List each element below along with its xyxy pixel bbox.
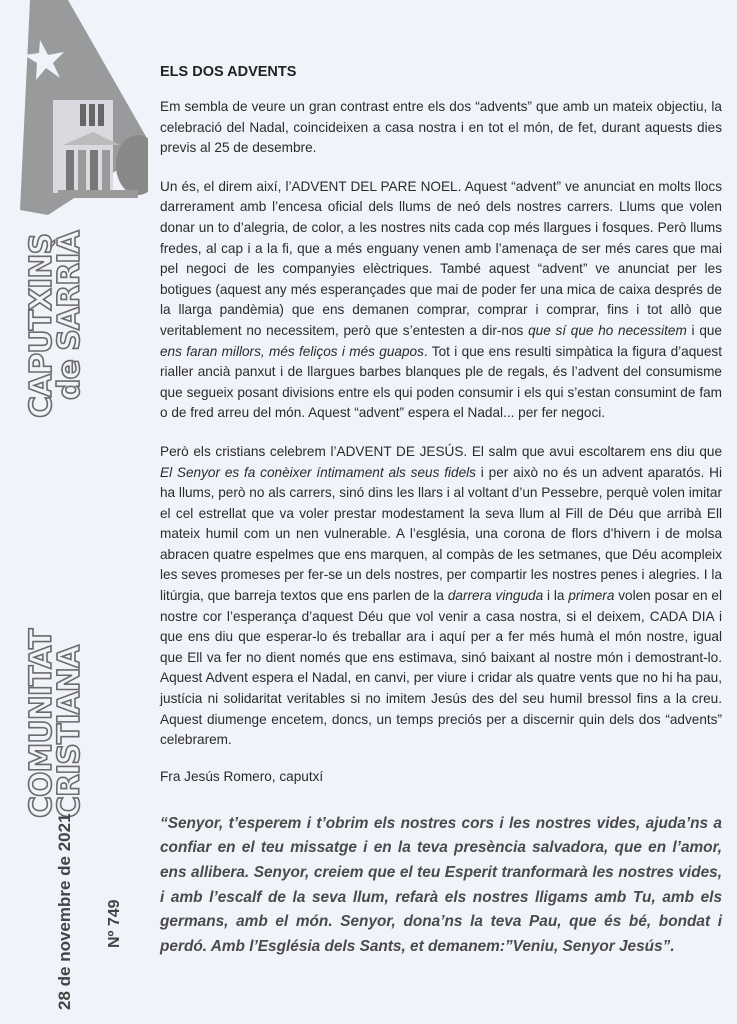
article	[160, 64, 722, 959]
church-star-logo	[8, 0, 148, 230]
author-signature: Fra Jesús Romero, caputxí	[160, 768, 324, 784]
p2-text-2: i que	[686, 322, 722, 338]
p3-text-2: i per això no és un advent aparatós. Hi ha llums, però no als carrers, sinó dins les llars i al voltant d’un Pessebre, perquè volen imitar el cel estrellat que va voler prestar modestament la seva llum al Fill de Déu que arribà Ell mateix humil com un nen vulnerable. A l’església, una corona de flors d’hivern i de molsa abracen quatre espelmes que ens marquen, al compàs de les setmanes, que Déu acompleix les seves promeses per fer-se un dels nostres, per compartir les nostres penes i alegries. I la litúrgia, que barreja textos que ens parlen de la	[160, 464, 722, 604]
p3-text-3: i la	[543, 588, 569, 604]
p3-text: Però els cristians celebrem l’ADVENT DE JESÚS. El salm que avui escoltarem ens diu que	[160, 443, 722, 459]
issue-number: Nº 749	[106, 899, 123, 948]
brand-caputxins-de-sarria	[24, 231, 87, 418]
prayer: “Senyor, t’esperem i t’obrim els nostres cors i les nostres vides, ajuda’ns a confiar en el teu missatge i en la teva presència salvadora, que en l’amor, ens allibera. Senyor, creiem que el teu Esperit tranformarà les nostres vides, i amb l’escalf de la seva llum, refarà els nostres lligams amb Tu, amb els germans, amb el món. Senyor, dona’ns la teva Pau, que és bé, bondat i perdó. Amb l’Església dels Sants, et demanem:”Veniu, Senyor Jesús”.	[160, 814, 722, 955]
community-line-2: CRISTIANA	[52, 645, 87, 818]
brand-line-1: CAPUTXINS	[24, 233, 59, 418]
community-line-1: COMUNITAT	[24, 629, 59, 818]
issue-date: 28 de novembre de 2021	[55, 813, 74, 1010]
p3-italic-3: primera	[568, 588, 615, 604]
p3-text-4: volen posar en el nostre cor l’esperança d’aquest Déu que vol venir a casa nostra, si el deixem, CADA DIA i que ens diu que esperar-lo és treballar ara i aquí per a fer més humà el món nostre, igual que Ell va fer no dient només que ens estimava, sinó baixant al nostre món i demostrant-lo. Aquest Advent espera el Nadal, en canvi, per viure i cridar als quatre vents que no hi ha pau, justícia ni solidaritat veritables si no imitem Jesús des del seu humil bressol fins a la creu. Aquest diumenge encetem, doncs, un temps preciós per a discernir quin dels dos “advents” celebrarem.	[160, 588, 723, 748]
paragraph-2	[160, 177, 722, 424]
paragraph-3	[160, 442, 722, 751]
paragraph-1: Em sembla de veure un gran contrast entre els dos “advents” que amb un mateix objectiu, la celebració del Nadal, coincideixen a casa nostra i en tot el món, de fet, durant aquests dies previs al 25 de desembre.	[160, 99, 722, 156]
p2-text-3: . Tot i que ens resulti simpàtica la figura d’aquest rialler ancià panxut i de llargues barbes blanques ple de regals, és l’advent del consumisme que segueix posant divisions entre els qui poden consumir i els qui s’estan consumint de fam o de fred arreu del món. Aquest “advent” espera el Nadal... per fer negoci.	[160, 343, 722, 421]
brand-comunitat-cristiana	[24, 629, 87, 819]
p2-italic-1: que sí que ho necessitem	[528, 322, 687, 338]
p2-text: Un és, el direm així, l’ADVENT DEL PARE NOEL. Aquest “advent” ve anunciat en molts llocs darrerament amb l’encesa oficial dels llums de neó dels nostres carrers. Llums que volen donar un to d’alegria, de color, a les nostres nits cada cop més llargues i fosques. Però llums fredes, al cap i a la fi, que a més enguany venen amb l’amenaça de ser més cares que mai pel negoci de les companyies elèctriques. També aquest “advent” ve anunciat per les botigues (aquest any més esperançades que mai de poder fer una mica de caixa després de la llarga pandèmia) que ens demanen comprar, comprar i comprar, fins i tot allò que veritablement no necessitem, però que s’entesten a dir-nos	[160, 178, 722, 338]
article-title: ELS DOS ADVENTS	[160, 64, 297, 80]
p3-italic-1: El Senyor es fa conèixer íntimament als seus fidels	[160, 464, 476, 480]
p3-italic-2: darrera vinguda	[447, 588, 544, 604]
brand-line-2: de SARRIÀ	[52, 231, 87, 400]
p2-italic-2: ens faran millors, més feliços i més guapos	[160, 343, 424, 359]
